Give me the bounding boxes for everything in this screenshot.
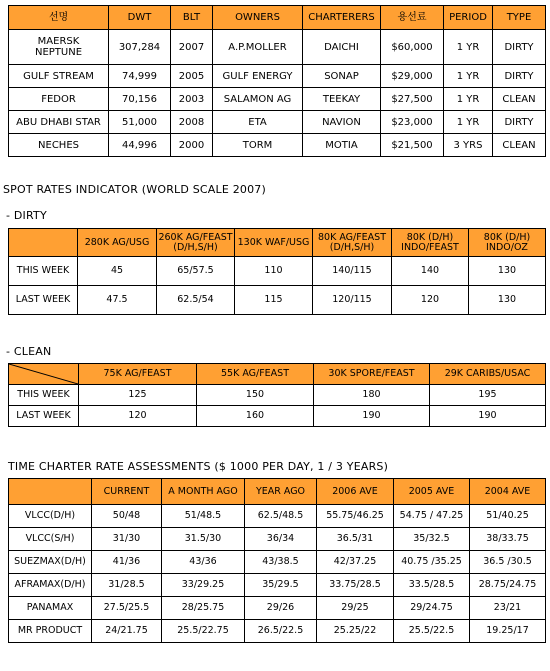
table-cell: 26.5/22.5 bbox=[245, 620, 317, 643]
table-cell: $23,000 bbox=[381, 111, 444, 134]
table-cell: 62.5/54 bbox=[157, 286, 235, 315]
table-cell: 1 YR bbox=[444, 30, 493, 65]
table-cell: 29/24.75 bbox=[394, 597, 470, 620]
table-cell: 28/25.75 bbox=[162, 597, 245, 620]
table-cell: 115 bbox=[235, 286, 313, 315]
table-cell: 55.75/46.25 bbox=[317, 505, 394, 528]
col-owners: OWNERS bbox=[213, 6, 303, 30]
column-header: 80K (D/H) INDO/OZ bbox=[469, 229, 546, 257]
table-cell: SALAMON AG bbox=[213, 88, 303, 111]
table-cell: TEEKAY bbox=[303, 88, 381, 111]
table-row bbox=[9, 574, 546, 597]
table-cell: 120 bbox=[392, 286, 469, 315]
row-label: MR PRODUCT bbox=[9, 620, 92, 643]
table-cell: 24/21.75 bbox=[92, 620, 162, 643]
table-cell: ABU DHABI STAR bbox=[9, 111, 109, 134]
column-header: 30K SPORE/FEAST bbox=[314, 364, 430, 385]
dirty-label: - DIRTY bbox=[6, 209, 47, 222]
table-row bbox=[9, 134, 546, 157]
column-header: 2005 AVE bbox=[394, 479, 470, 505]
table-cell: 31/28.5 bbox=[92, 574, 162, 597]
table-cell: GULF STREAM bbox=[9, 65, 109, 88]
table-row bbox=[9, 597, 546, 620]
table-cell: 3 YRS bbox=[444, 134, 493, 157]
table-cell: SONAP bbox=[303, 65, 381, 88]
table-cell: DIRTY bbox=[493, 65, 546, 88]
table-row bbox=[9, 65, 546, 88]
table-cell: 2003 bbox=[171, 88, 213, 111]
diagonal-divider bbox=[9, 364, 78, 384]
table-cell: 19.25/17 bbox=[470, 620, 546, 643]
fleet-header-row bbox=[9, 6, 546, 30]
table-cell: DIRTY bbox=[493, 111, 546, 134]
clean-label: - CLEAN bbox=[6, 345, 52, 358]
table-cell: 140 bbox=[392, 257, 469, 286]
tc-corner-cell bbox=[9, 479, 92, 505]
table-cell: 33/29.25 bbox=[162, 574, 245, 597]
fleet-table bbox=[8, 5, 546, 157]
table-cell: $27,500 bbox=[381, 88, 444, 111]
table-cell: 29/26 bbox=[245, 597, 317, 620]
table-cell: 33.75/28.5 bbox=[317, 574, 394, 597]
table-row bbox=[9, 286, 546, 315]
table-row bbox=[9, 551, 546, 574]
table-cell: MOTIA bbox=[303, 134, 381, 157]
table-row bbox=[9, 620, 546, 643]
column-header: 260K AG/FEAST (D/H,S/H) bbox=[157, 229, 235, 257]
table-cell: 307,284 bbox=[109, 30, 171, 65]
clean-header-row bbox=[9, 364, 546, 385]
table-cell: 2007 bbox=[171, 30, 213, 65]
table-cell: 140/115 bbox=[313, 257, 392, 286]
table-cell: 190 bbox=[314, 406, 430, 427]
col-vessel-name: 선명 bbox=[9, 6, 109, 30]
table-cell: 38/33.75 bbox=[470, 528, 546, 551]
time-charter-heading: TIME CHARTER RATE ASSESSMENTS ($ 1000 PER DAY, 1 / 3 YEARS) bbox=[8, 460, 389, 473]
table-cell: 65/57.5 bbox=[157, 257, 235, 286]
column-header: 2004 AVE bbox=[470, 479, 546, 505]
row-label: THIS WEEK bbox=[9, 385, 79, 406]
table-cell: 180 bbox=[314, 385, 430, 406]
col-blt: BLT bbox=[171, 6, 213, 30]
row-label: VLCC(S/H) bbox=[9, 528, 92, 551]
table-cell: 2008 bbox=[171, 111, 213, 134]
table-cell: 25.5/22.75 bbox=[162, 620, 245, 643]
table-cell: $21,500 bbox=[381, 134, 444, 157]
table-cell: 51,000 bbox=[109, 111, 171, 134]
row-label: LAST WEEK bbox=[9, 286, 78, 315]
row-label: VLCC(D/H) bbox=[9, 505, 92, 528]
table-cell: NAVION bbox=[303, 111, 381, 134]
table-cell: 36.5/31 bbox=[317, 528, 394, 551]
table-cell: 25.5/22.5 bbox=[394, 620, 470, 643]
dirty-rates-table bbox=[8, 228, 546, 315]
clean-rates-table bbox=[8, 363, 546, 427]
table-cell: 28.75/24.75 bbox=[470, 574, 546, 597]
column-header: 75K AG/FEAST bbox=[79, 364, 197, 385]
table-cell: 31/30 bbox=[92, 528, 162, 551]
table-cell: 110 bbox=[235, 257, 313, 286]
table-cell: 2005 bbox=[171, 65, 213, 88]
table-cell: MAERSK NEPTUNE bbox=[9, 30, 109, 65]
table-cell: 130 bbox=[469, 286, 546, 315]
column-header: 80K (D/H) INDO/FEAST bbox=[392, 229, 469, 257]
table-cell: 27.5/25.5 bbox=[92, 597, 162, 620]
table-cell: $60,000 bbox=[381, 30, 444, 65]
table-cell: ETA bbox=[213, 111, 303, 134]
time-charter-table bbox=[8, 478, 546, 643]
table-row bbox=[9, 406, 546, 427]
row-label: PANAMAX bbox=[9, 597, 92, 620]
table-cell: 62.5/48.5 bbox=[245, 505, 317, 528]
table-cell: 70,156 bbox=[109, 88, 171, 111]
column-header: CURRENT bbox=[92, 479, 162, 505]
table-cell: 23/21 bbox=[470, 597, 546, 620]
table-cell: 47.5 bbox=[78, 286, 157, 315]
table-cell: 50/48 bbox=[92, 505, 162, 528]
table-cell: 25.25/22 bbox=[317, 620, 394, 643]
dirty-corner-cell bbox=[9, 229, 78, 257]
table-cell: 43/38.5 bbox=[245, 551, 317, 574]
table-cell: DIRTY bbox=[493, 30, 546, 65]
row-label: SUEZMAX(D/H) bbox=[9, 551, 92, 574]
table-cell: DAICHI bbox=[303, 30, 381, 65]
table-row bbox=[9, 505, 546, 528]
table-cell: 1 YR bbox=[444, 111, 493, 134]
table-cell: 42/37.25 bbox=[317, 551, 394, 574]
table-cell: 1 YR bbox=[444, 65, 493, 88]
col-period: PERIOD bbox=[444, 6, 493, 30]
table-cell: 190 bbox=[430, 406, 546, 427]
table-cell: 40.75 /35.25 bbox=[394, 551, 470, 574]
column-header: 2006 AVE bbox=[317, 479, 394, 505]
table-cell: GULF ENERGY bbox=[213, 65, 303, 88]
table-cell: CLEAN bbox=[493, 134, 546, 157]
table-cell: NECHES bbox=[9, 134, 109, 157]
table-cell: 1 YR bbox=[444, 88, 493, 111]
table-row bbox=[9, 30, 546, 65]
column-header: YEAR AGO bbox=[245, 479, 317, 505]
table-cell: 74,999 bbox=[109, 65, 171, 88]
column-header: 130K WAF/USG bbox=[235, 229, 313, 257]
tc-header-row bbox=[9, 479, 546, 505]
table-cell: 120/115 bbox=[313, 286, 392, 315]
table-row bbox=[9, 88, 546, 111]
col-dwt: DWT bbox=[109, 6, 171, 30]
column-header: 55K AG/FEAST bbox=[197, 364, 314, 385]
table-cell: 29/25 bbox=[317, 597, 394, 620]
table-row bbox=[9, 111, 546, 134]
table-cell: 51/40.25 bbox=[470, 505, 546, 528]
table-cell: 35/29.5 bbox=[245, 574, 317, 597]
table-cell: 150 bbox=[197, 385, 314, 406]
table-row bbox=[9, 257, 546, 286]
table-row bbox=[9, 385, 546, 406]
table-cell: 54.75 / 47.25 bbox=[394, 505, 470, 528]
table-cell: 35/32.5 bbox=[394, 528, 470, 551]
table-cell: CLEAN bbox=[493, 88, 546, 111]
table-cell: 120 bbox=[79, 406, 197, 427]
table-cell: A.P.MOLLER bbox=[213, 30, 303, 65]
table-cell: 195 bbox=[430, 385, 546, 406]
table-cell: TORM bbox=[213, 134, 303, 157]
table-cell: 45 bbox=[78, 257, 157, 286]
column-header: A MONTH AGO bbox=[162, 479, 245, 505]
column-header: 80K AG/FEAST (D/H,S/H) bbox=[313, 229, 392, 257]
table-cell: 130 bbox=[469, 257, 546, 286]
column-header: 29K CARIBS/USAC bbox=[430, 364, 546, 385]
table-cell: 33.5/28.5 bbox=[394, 574, 470, 597]
table-cell: $29,000 bbox=[381, 65, 444, 88]
col-hire-rate: 용선료 bbox=[381, 6, 444, 30]
column-header: 280K AG/USG bbox=[78, 229, 157, 257]
table-cell: 44,996 bbox=[109, 134, 171, 157]
table-cell: 31.5/30 bbox=[162, 528, 245, 551]
spot-rates-heading: SPOT RATES INDICATOR (WORLD SCALE 2007) bbox=[3, 183, 266, 196]
table-cell: FEDOR bbox=[9, 88, 109, 111]
col-type: TYPE bbox=[493, 6, 546, 30]
col-charterers: CHARTERERS bbox=[303, 6, 381, 30]
table-cell: 125 bbox=[79, 385, 197, 406]
dirty-header-row bbox=[9, 229, 546, 257]
table-cell: 36/34 bbox=[245, 528, 317, 551]
table-row bbox=[9, 528, 546, 551]
table-cell: 51/48.5 bbox=[162, 505, 245, 528]
row-label: LAST WEEK bbox=[9, 406, 79, 427]
table-cell: 160 bbox=[197, 406, 314, 427]
clean-corner-cell bbox=[9, 364, 79, 385]
row-label: THIS WEEK bbox=[9, 257, 78, 286]
row-label: AFRAMAX(D/H) bbox=[9, 574, 92, 597]
table-cell: 43/36 bbox=[162, 551, 245, 574]
table-cell: 36.5 /30.5 bbox=[470, 551, 546, 574]
table-cell: 2000 bbox=[171, 134, 213, 157]
table-cell: 41/36 bbox=[92, 551, 162, 574]
